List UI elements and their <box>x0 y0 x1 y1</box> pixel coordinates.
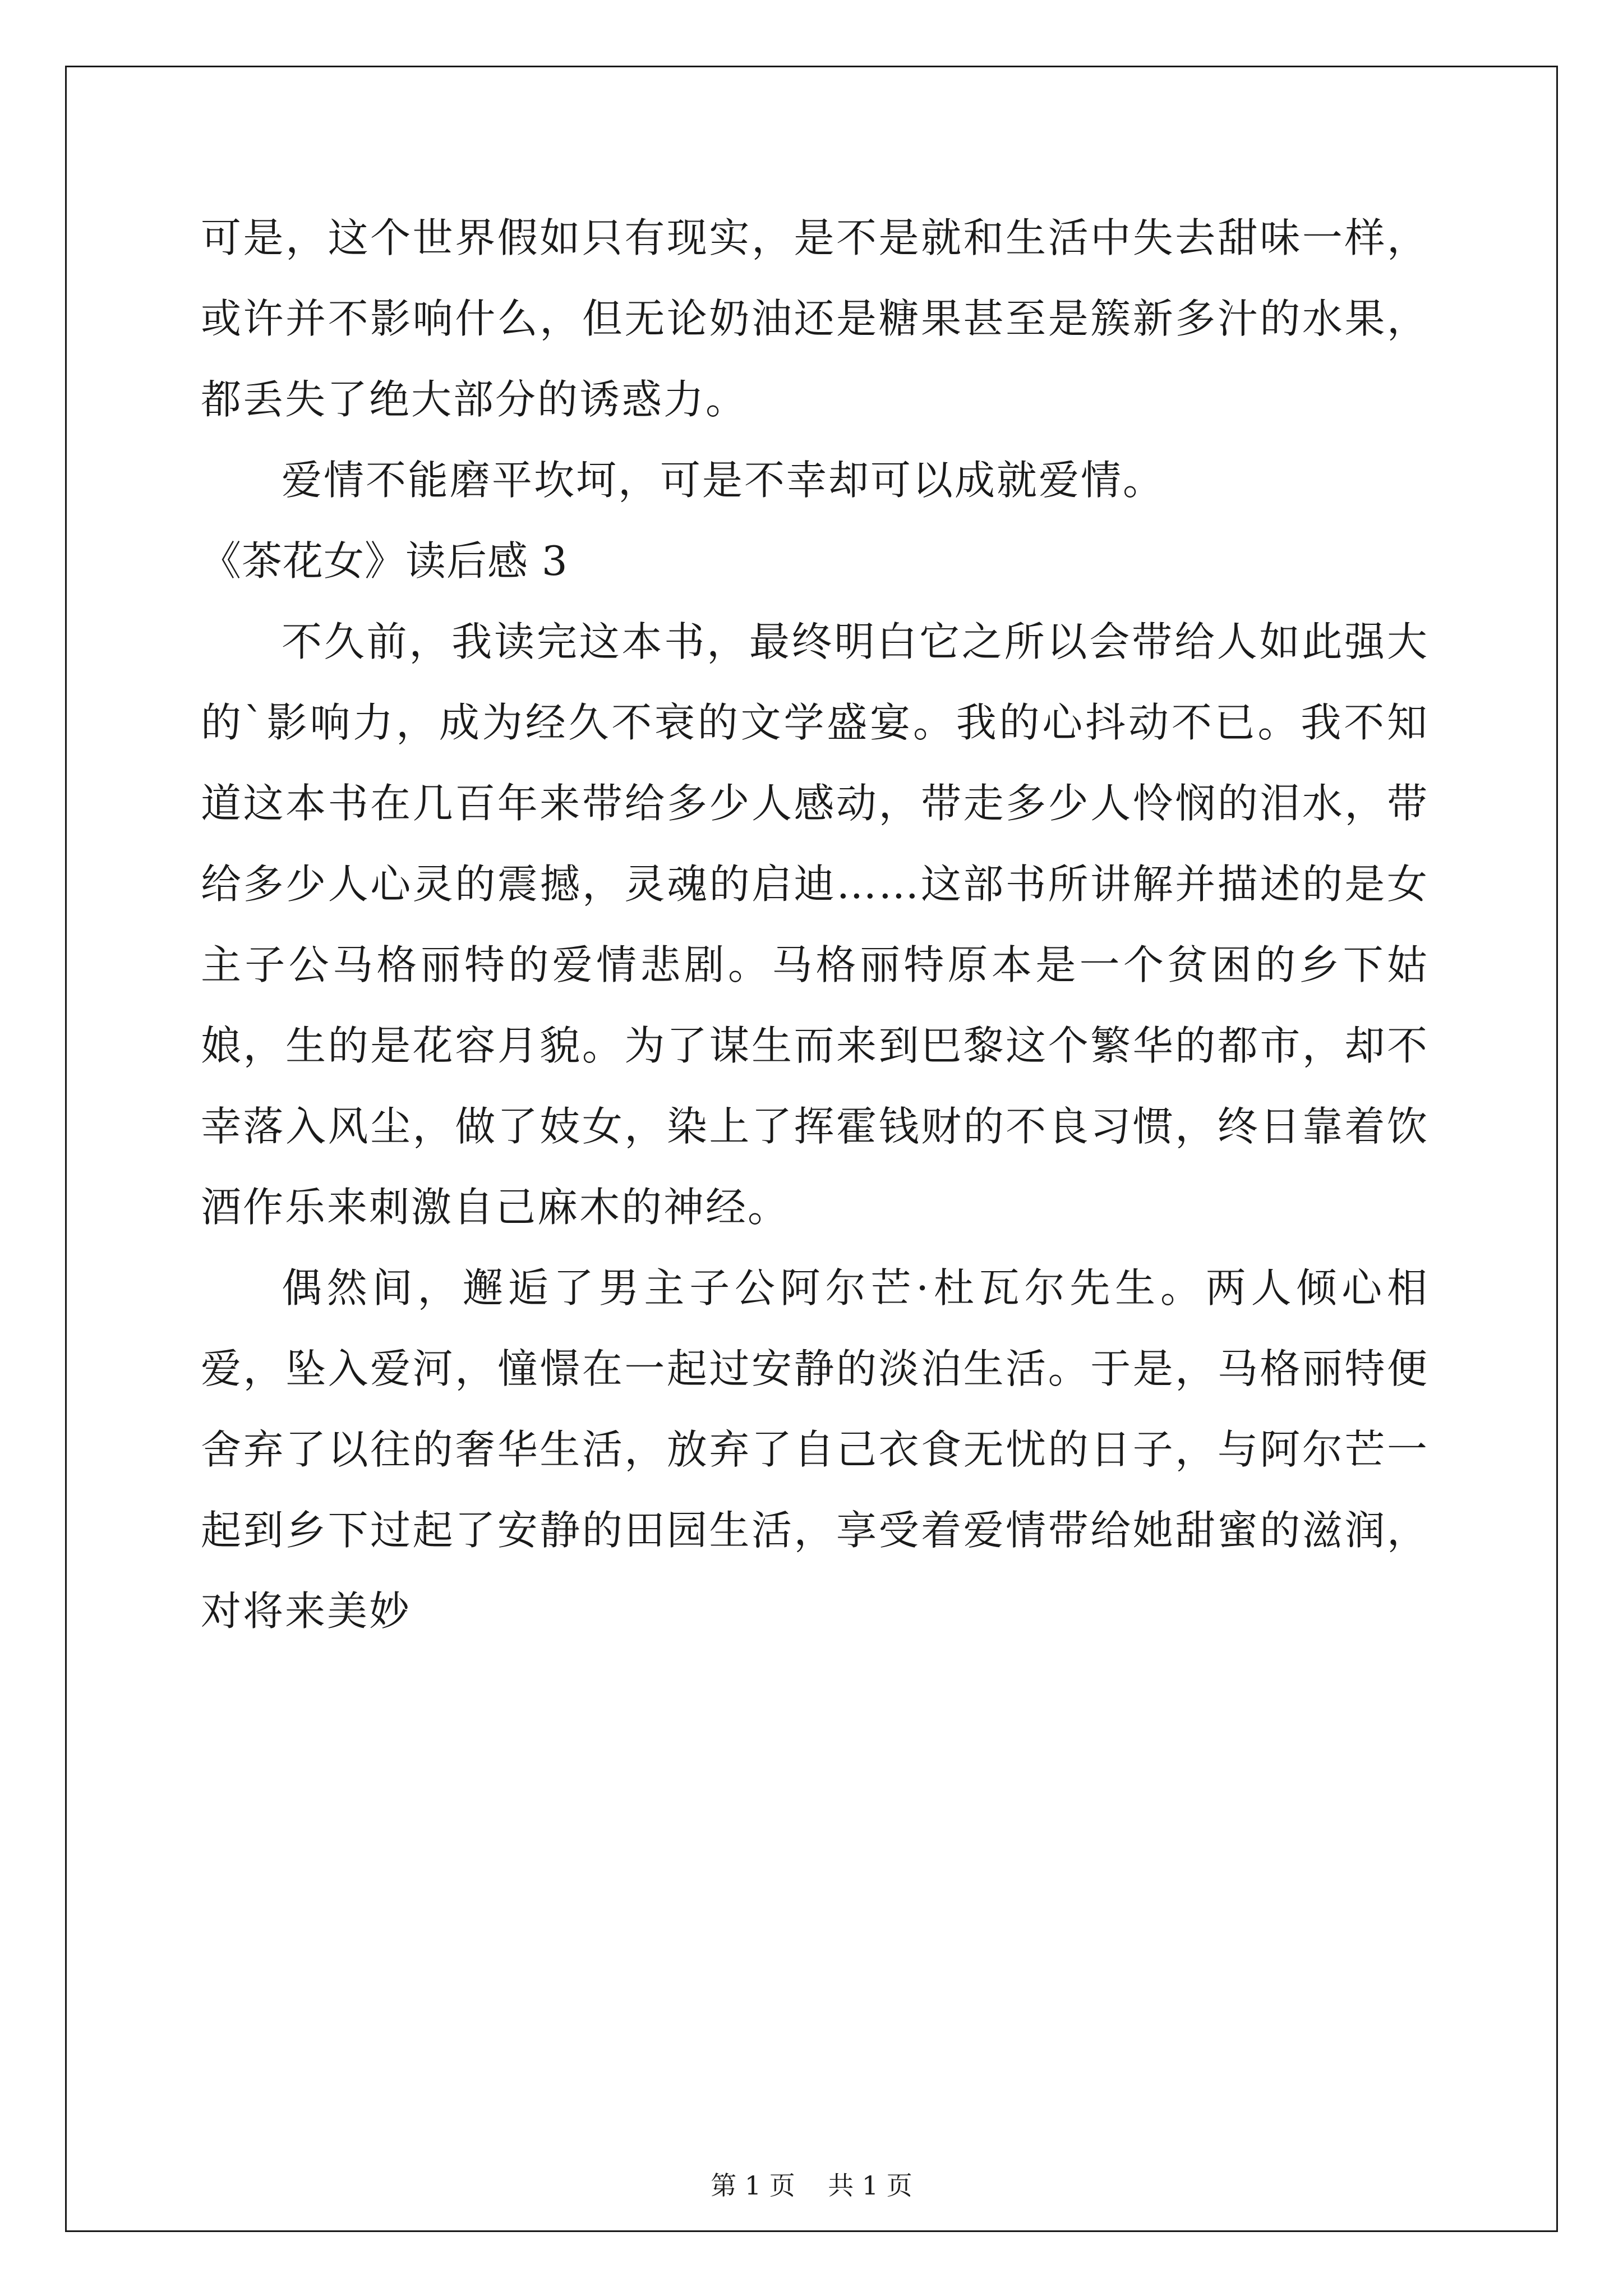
paragraph-3: 不久前，我读完这本书，最终明白它之所以会带给人如此强大的`影响力，成为经久不衰的文学盛宴。我的心抖动不已。我不知道这本书在几百年来带给多少人感动，带走多少人怜悯的泪水，带给多少人心灵的震撼，灵魂的启迪……这部书所讲解并描述的是女主子公马格丽特的爱情悲剧。马格丽特原本是一个贫困的乡下姑娘，生的是花容月貌。为了谋生而来到巴黎这个繁华的都市，却不幸落入风尘，做了妓女，染上了挥霍钱财的不良习惯，终日靠着饮酒作乐来刺激自己麻木的神经。 <box>201 618 1429 1231</box>
document-body <box>201 197 1429 1651</box>
paragraph-1: 可是，这个世界假如只有现实，是不是就和生活中失去甜味一样，或许并不影响什么，但无论奶油还是糖果甚至是簇新多汁的水果，都丢失了绝大部分的诱惑力。 <box>201 214 1429 423</box>
section-heading: 《茶花女》读后感 3 <box>201 537 568 585</box>
paragraph-2: 爱情不能磨平坎坷，可是不幸却可以成就爱情。 <box>282 457 1165 504</box>
paragraph-4: 偶然间，邂逅了男主子公阿尔芒·杜瓦尔先生。两人倾心相爱，坠入爱河，憧憬在一起过安静的淡泊生活。于是，马格丽特便舍弃了以往的奢华生活，放弃了自己衣食无忧的日子，与阿尔芒一起到乡下过起了安静的田园生活，享受着爱情带给她甜蜜的滋润，对将来美妙 <box>201 1264 1429 1635</box>
page-footer: 第 1 页 共 1 页 <box>711 2170 912 2201</box>
